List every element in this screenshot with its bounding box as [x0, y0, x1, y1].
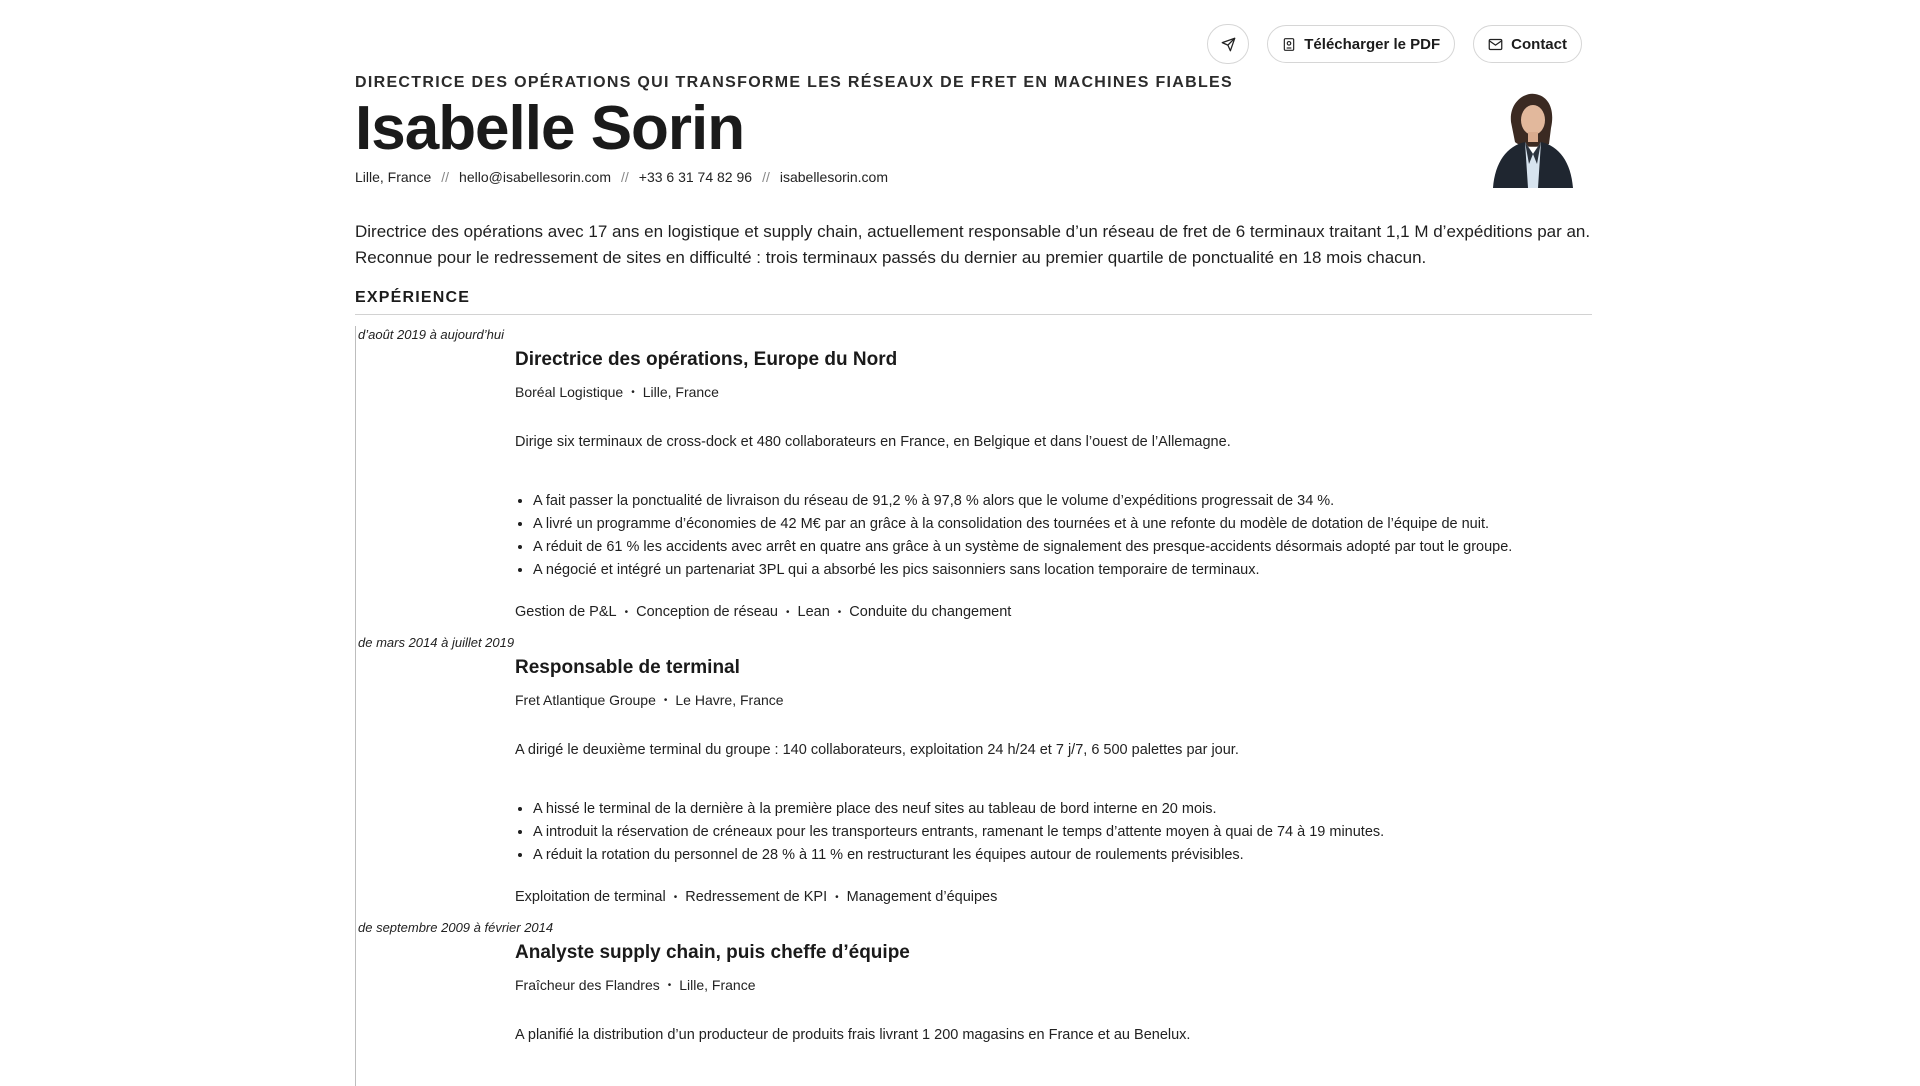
skill-tag: Lean [797, 604, 830, 620]
job-dates: d’août 2019 à aujourd’hui [358, 327, 505, 342]
share-button[interactable] [1207, 24, 1249, 64]
job-meta [515, 384, 1596, 400]
experience-timeline [355, 326, 1596, 1086]
job-achievements [515, 490, 1596, 582]
bullet-separator: • [667, 979, 672, 991]
contact-website[interactable]: isabellesorin.com [779, 169, 889, 186]
contact-separator: // [441, 169, 450, 186]
job-meta [515, 692, 1596, 708]
bullet-separator: • [673, 891, 678, 903]
contact-separator: // [621, 169, 629, 186]
job-location: Le Havre, France [675, 692, 784, 708]
top-toolbar [1207, 24, 1582, 64]
send-icon [1221, 37, 1236, 52]
bullet-separator: • [624, 606, 629, 618]
skill-tag: Conduite du changement [849, 604, 1012, 620]
bullet-separator: • [837, 606, 842, 618]
job-company: Boréal Logistique [515, 384, 624, 400]
job-location: Lille, France [642, 384, 719, 400]
skill-tag: Gestion de P&L [515, 604, 617, 620]
job-description: A dirigé le deuxième terminal du groupe : 140 collaborateurs, exploitation 24 h/24 et 7 j/7, 6 500 palettes par jour. [515, 742, 1239, 758]
contact-separator: // [762, 169, 770, 186]
achievement-item: • A livré un programme d’économies de 42 M€ par an grâce à la consolidation des tournées et à une refonte du modèle de dotation de l’équipe de nuit. [533, 513, 1596, 536]
job-meta [515, 977, 1596, 993]
job-entry [356, 919, 1596, 1043]
section-divider [355, 314, 1592, 315]
skill-tag: Exploitation de terminal [515, 889, 666, 905]
bullet-separator: • [663, 694, 668, 706]
job-description: Dirige six terminaux de cross-dock et 480 collaborateurs en France, en Belgique et dans l’ouest de l’Allemagne. [515, 434, 1231, 450]
skill-tag: Redressement de KPI [685, 889, 828, 905]
job-company: Fret Atlantique Groupe [515, 692, 656, 708]
contact-location: Lille, France [355, 169, 432, 186]
profile-summary: Directrice des opérations avec 17 ans en logistique et supply chain, actuellement responsable d’un réseau de fret de 6 terminaux traitant 1,1 M d’expéditions par an. Reconnue pour le redressement de sites en difficulté : trois terminaux passés du dernier au premier quartile de ponctualité en 18 mois chacun. [355, 222, 1591, 267]
download-pdf-label: Télécharger le PDF [1304, 35, 1441, 53]
job-dates: de septembre 2009 à février 2014 [358, 920, 554, 935]
achievement-item: • A réduit la rotation du personnel de 28 % à 11 % en restructurant les équipes autour de roulements prévisibles. [533, 844, 1596, 867]
bullet-separator: • [835, 891, 839, 903]
contact-phone[interactable]: +33 6 31 74 82 96 [638, 169, 753, 186]
contact-button[interactable] [1473, 25, 1582, 63]
job-entry [356, 634, 1596, 905]
achievement-item: • A réduit de 61 % les accidents avec arrêt en quatre ans grâce à un système de signalement des presque-accidents désormais adopté par tout le groupe. [533, 536, 1596, 559]
resume-header [355, 74, 1585, 185]
achievement-item: • A introduit la réservation de créneaux pour les transporteurs entrants, ramenant le temps d’attente moyen à quai de 74 à 19 minutes. [533, 821, 1596, 844]
bullet-separator: • [631, 386, 635, 398]
person-name: Isabelle Sorin [355, 94, 745, 163]
mail-icon [1488, 38, 1503, 51]
achievement-item: • A fait passer la ponctualité de livraison du réseau de 91,2 % à 97,8 % alors que le volume d’expéditions progressait de 34 %. [533, 490, 1596, 513]
job-achievements [515, 798, 1596, 867]
bullet-separator: • [785, 606, 790, 618]
achievement-item: • A hissé le terminal de la dernière à la première place des neuf sites au tableau de bord interne en 20 mois. [533, 798, 1596, 821]
contact-email[interactable]: hello@isabellesorin.com [459, 169, 611, 186]
job-entry [356, 326, 1596, 620]
job-skills [515, 889, 1596, 905]
experience-section-title: EXPÉRIENCE [355, 289, 471, 306]
job-description: A planifié la distribution d’un producteur de produits frais livrant 1 200 magasins en France et au Benelux. [515, 1027, 1191, 1043]
skill-tag: Conception de réseau [636, 604, 778, 620]
job-company: Fraîcheur des Flandres [515, 977, 660, 993]
job-title: Directrice des opérations, Europe du Nord [515, 349, 898, 370]
profile-photo [1481, 84, 1585, 188]
job-skills [515, 604, 1596, 620]
contact-label: Contact [1511, 35, 1567, 53]
job-title: Analyste supply chain, puis cheffe d’équipe [515, 942, 910, 963]
job-location: Lille, France [679, 977, 756, 993]
skill-tag: Management d’équipes [846, 889, 998, 905]
job-dates: de mars 2014 à juillet 2019 [358, 635, 515, 650]
contact-line [355, 169, 1585, 185]
pdf-file-icon [1282, 37, 1296, 52]
achievement-item: • A négocié et intégré un partenariat 3PL qui a absorbé les pics saisonniers sans location temporaire de terminaux. [533, 559, 1596, 582]
headline-tagline: DIRECTRICE DES OPÉRATIONS QUI TRANSFORME LES RÉSEAUX DE FRET EN MACHINES FIABLES [355, 74, 1233, 91]
job-title: Responsable de terminal [515, 657, 740, 678]
download-pdf-button[interactable] [1267, 25, 1455, 63]
